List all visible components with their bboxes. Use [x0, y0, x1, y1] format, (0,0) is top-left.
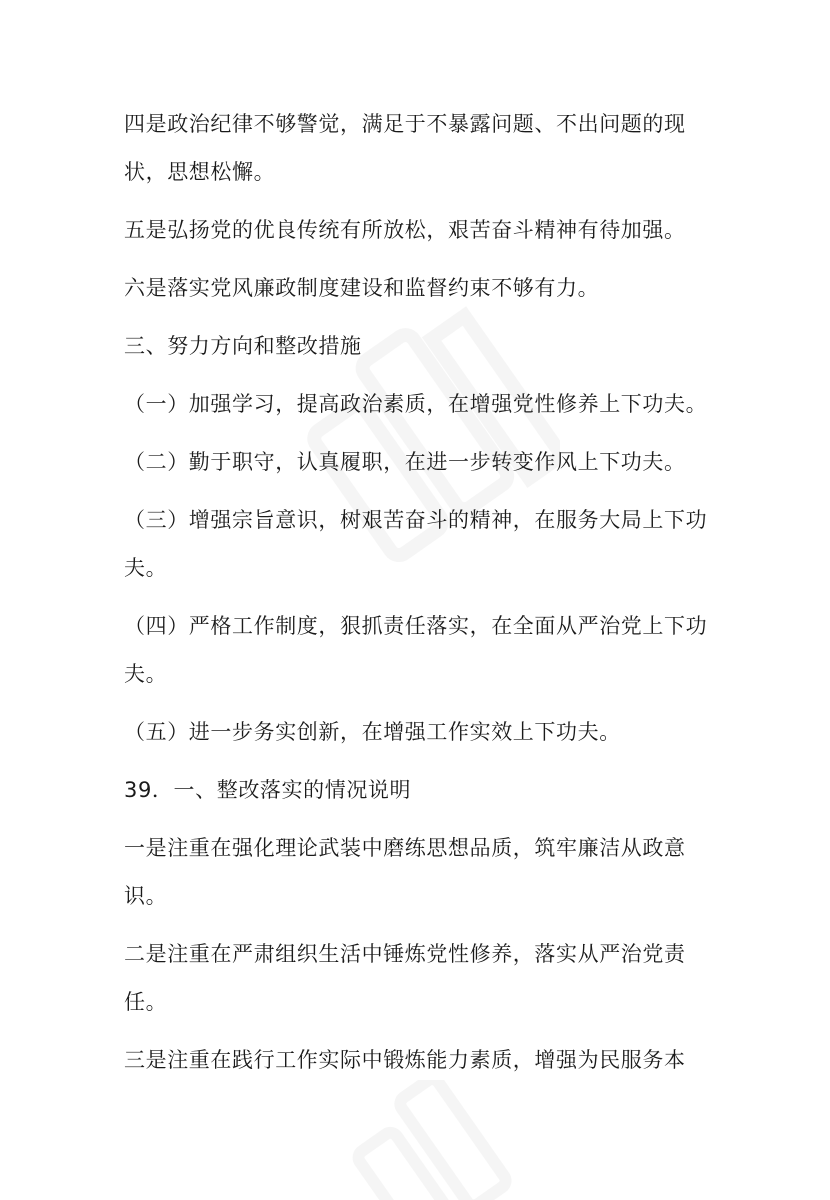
section-heading-3: 三、努力方向和整改措施 [124, 334, 362, 358]
measure-1: （一）加强学习，提高政治素质，在增强党性修养上下功夫。 [124, 392, 708, 416]
measure-3: （三）增强宗旨意识，树艰苦奋斗的精神，在服务大局上下功夫。 [124, 508, 708, 580]
section-heading-39: 39．一、整改落实的情况说明 [124, 778, 412, 802]
paragraph-5: 五是弘扬党的优良传统有所放松，艰苦奋斗精神有待加强。 [124, 218, 686, 242]
paragraph-4: 四是政治纪律不够警觉，满足于不暴露问题、不出问题的现状，思想松懈。 [124, 112, 686, 184]
rectification-3: 三是注重在践行工作实际中锻炼能力素质，增强为民服务本 [124, 1048, 686, 1072]
measure-4: （四）严格工作制度，狠抓责任落实，在全面从严治党上下功夫。 [124, 614, 708, 686]
measure-2: （二）勤于职守，认真履职，在进一步转变作风上下功夫。 [124, 450, 686, 474]
rectification-2: 二是注重在严肃组织生活中锤炼党性修养，落实从严治党责任。 [124, 942, 686, 1014]
watermark-logo-bottom [330, 1080, 530, 1200]
document-body [124, 100, 709, 1084]
measure-5: （五）进一步务实创新，在增强工作实效上下功夫。 [124, 720, 621, 744]
rectification-1: 一是注重在强化理论武装中磨练思想品质，筑牢廉洁从政意识。 [124, 836, 686, 908]
paragraph-6: 六是落实党风廉政制度建设和监督约束不够有力。 [124, 276, 600, 300]
